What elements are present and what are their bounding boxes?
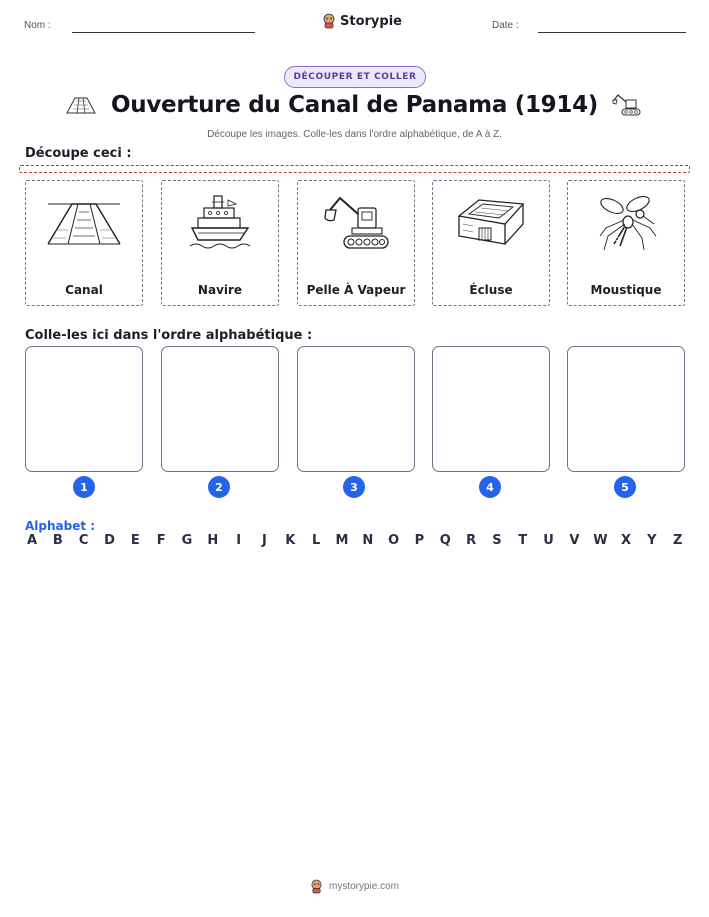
card-moustique[interactable]	[567, 180, 685, 306]
alphabet-letter: S	[492, 533, 502, 548]
alphabet-letter: H	[207, 533, 219, 548]
title-row	[0, 92, 709, 118]
slot-number-2: 2	[208, 476, 230, 498]
alphabet-letter: Z	[672, 533, 683, 548]
card-label: Pelle À Vapeur	[306, 283, 406, 297]
paste-slot-4[interactable]	[432, 346, 550, 472]
alphabet-letter: L	[311, 533, 321, 548]
alphabet-letter: X	[621, 533, 632, 548]
alphabet-letter: E	[130, 533, 140, 548]
alphabet-letter: A	[26, 533, 38, 548]
card-label: Moustique	[590, 283, 662, 297]
alphabet-letter: J	[262, 533, 267, 548]
activity-badge: DÉCOUPER ET COLLER	[284, 66, 426, 88]
ship-icon	[188, 192, 252, 254]
card-ecluse[interactable]	[432, 180, 550, 306]
storypie-mascot-icon	[310, 879, 323, 894]
alphabet-letter: B	[52, 533, 63, 548]
card-label: Navire	[197, 283, 243, 297]
page-subtitle: Découpe les images. Colle-les dans l'ordre alphabétique, de A à Z.	[207, 129, 502, 140]
canal-icon	[65, 95, 97, 115]
mosquito-icon	[594, 192, 658, 254]
alphabet-letter: K	[285, 533, 296, 548]
alphabet-letter: N	[362, 533, 374, 548]
paste-slot-5[interactable]	[567, 346, 685, 472]
page-title: Ouverture du Canal de Panama (1914)	[111, 92, 598, 118]
alphabet-letter: U	[543, 533, 554, 548]
slot-number-3: 3	[343, 476, 365, 498]
steam-shovel-icon	[322, 192, 390, 254]
slot-number-5: 5	[614, 476, 636, 498]
alphabet-letter: Q	[439, 533, 451, 548]
date-line[interactable]	[538, 32, 686, 33]
alphabet-letter: O	[388, 533, 400, 548]
name-line[interactable]	[72, 32, 255, 33]
footer-url[interactable]: mystorypie.com	[328, 881, 399, 892]
alphabet-letter: M	[335, 533, 349, 548]
card-label: Écluse	[469, 283, 513, 297]
brand-name: Storypie	[340, 13, 402, 29]
alphabet-letter: C	[78, 533, 89, 548]
slot-number-4: 4	[479, 476, 501, 498]
cut-heading: Découpe ceci :	[25, 146, 132, 161]
alphabet-row	[25, 533, 685, 548]
storypie-mascot-icon	[322, 13, 336, 29]
lock-icon	[455, 194, 527, 252]
paste-slot-3[interactable]	[297, 346, 415, 472]
steam-shovel-icon	[612, 92, 644, 118]
alphabet-letter: P	[414, 533, 425, 548]
alphabet-letter: Y	[647, 533, 657, 548]
card-canal[interactable]	[25, 180, 143, 306]
alphabet-letter: W	[593, 533, 608, 548]
paste-slot-2[interactable]	[161, 346, 279, 472]
footer	[0, 879, 709, 894]
paste-slot-1[interactable]	[25, 346, 143, 472]
card-label: Canal	[65, 283, 103, 297]
alphabet-letter: I	[236, 533, 242, 548]
alphabet-letter: D	[104, 533, 115, 548]
cut-line	[19, 165, 690, 173]
name-label: Nom :	[24, 20, 51, 31]
brand-logo	[322, 13, 402, 29]
alphabet-letter: G	[181, 533, 193, 548]
alphabet-letter: T	[518, 533, 528, 548]
canal-icon	[46, 198, 122, 248]
card-navire[interactable]	[161, 180, 279, 306]
alphabet-letter: R	[466, 533, 477, 548]
alphabet-letter: F	[156, 533, 166, 548]
paste-heading: Colle-les ici dans l'ordre alphabétique :	[25, 328, 313, 343]
date-label: Date :	[492, 20, 519, 31]
alphabet-letter: V	[569, 533, 580, 548]
alphabet-title: Alphabet :	[25, 519, 96, 533]
slot-number-1: 1	[73, 476, 95, 498]
card-pelle-a-vapeur[interactable]	[297, 180, 415, 306]
